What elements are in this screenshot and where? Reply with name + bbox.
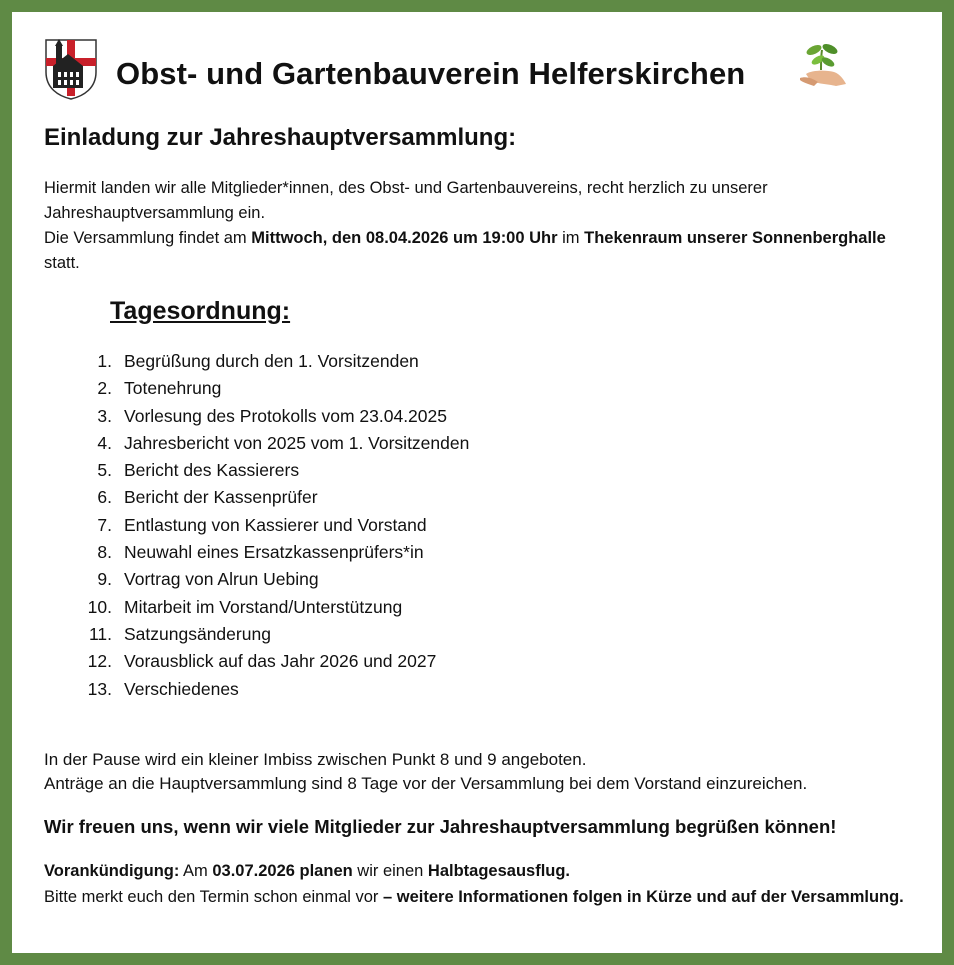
agenda-label: Vortrag von Alrun Uebing	[124, 569, 319, 590]
agenda-item	[72, 539, 469, 566]
agenda-item	[72, 621, 469, 648]
notice-line-2	[44, 884, 924, 910]
meeting-connector: im	[557, 229, 585, 247]
agenda-label: Vorausblick auf das Jahr 2026 und 2027	[124, 651, 437, 672]
intro-line-1: Hiermit landen wir alle Mitglieder*innen, des Obst- und Gartenbauvereins, recht herzlich zu unserer Jahreshauptversammlung ein.	[44, 179, 768, 222]
agenda-label: Bericht des Kassierers	[124, 460, 300, 481]
agenda-item	[72, 403, 469, 430]
invitation-page	[12, 12, 942, 953]
closing-statement: Wir freuen uns, wenn wir viele Mitglieder zur Jahreshauptversammlung begrüßen können!	[44, 816, 837, 837]
notice-text: Am	[179, 862, 213, 880]
agenda-number: 9 .	[72, 566, 112, 593]
meeting-date: Mittwoch, den 08.04.2026 um 19:00 Uhr	[251, 229, 558, 247]
agenda-item	[72, 648, 469, 675]
agenda-label: Neuwahl eines Ersatzkassenprüfers*in	[124, 542, 424, 563]
agenda-label: Entlastung von Kassierer und Vorstand	[124, 514, 427, 535]
agenda-item	[72, 375, 469, 402]
pause-text	[44, 748, 924, 796]
trip-event: Halbtagesausflug.	[427, 862, 571, 880]
agenda-item	[72, 594, 469, 621]
agenda-label: Begrüßung durch den 1. Vorsitzenden	[124, 351, 419, 371]
agenda-label: Jahresbericht von 2025 vom 1. Vorsitzenden	[124, 432, 470, 453]
notice-line-1	[44, 858, 924, 884]
agenda-label: Vorlesung des Protokolls vom 23.04.2025	[124, 405, 447, 426]
notice-reminder: Bitte merkt euch den Termin schon einmal vor	[44, 888, 384, 906]
agenda-item	[72, 676, 469, 703]
hands-with-seedling-icon	[798, 40, 848, 90]
agenda-label: Totenehrung	[124, 378, 222, 399]
agenda-label: Bericht der Kassenprüfer	[124, 487, 318, 508]
agenda-item	[72, 348, 469, 375]
invitation-heading: Einladung zur Jahreshauptversammlung:	[44, 124, 517, 151]
agenda-number: 1 .	[72, 348, 112, 375]
trip-date: 03.07.2026 planen	[212, 862, 353, 880]
agenda-number: 2 .	[72, 375, 112, 402]
notice-label: Vorankündigung:	[44, 862, 180, 880]
agenda-item	[72, 566, 469, 593]
agenda-label: Satzungsänderung	[124, 623, 271, 644]
agenda-item	[72, 484, 469, 511]
intro-text	[44, 176, 924, 276]
pause-line-1: In der Pause wird ein kleiner Imbiss zwischen Punkt 8 und 9 angeboten.	[44, 750, 587, 769]
agenda-number: 10 .	[72, 594, 112, 621]
notice-text: wir einen	[352, 862, 428, 880]
agenda-number: 8 .	[72, 539, 112, 566]
pause-line-2: Anträge an die Hauptversammlung sind 8 Tage vor der Versammlung bei dem Vorstand einzureichen.	[44, 774, 808, 793]
notice-more-info: – weitere Informationen folgen in Kürze und auf der Versammlung.	[383, 888, 904, 906]
agenda-number: 4 .	[72, 430, 112, 457]
agenda-label: Verschiedenes	[124, 678, 239, 699]
meeting-suffix: statt.	[44, 254, 80, 272]
coat-of-arms-icon	[44, 38, 98, 100]
agenda-number: 13 .	[72, 676, 112, 703]
agenda-number: 7 .	[72, 512, 112, 539]
agenda-number: 3 .	[72, 403, 112, 430]
preannouncement	[44, 858, 924, 910]
club-title: Obst- und Gartenbauverein Helferskirchen	[116, 56, 746, 91]
agenda-number: 12 .	[72, 648, 112, 675]
agenda-label: Mitarbeit im Vorstand/Unterstützung	[124, 596, 403, 617]
intro-line-2	[44, 226, 924, 276]
agenda-number: 11 .	[72, 621, 112, 648]
agenda-item	[72, 457, 469, 484]
meeting-intro: Die Versammlung findet am	[44, 229, 252, 247]
agenda-title: Tagesordnung:	[110, 297, 291, 325]
agenda-item	[72, 512, 469, 539]
agenda-item	[72, 430, 469, 457]
meeting-place: Thekenraum unserer Sonnenberghalle	[584, 229, 886, 247]
agenda-number: 6 .	[72, 484, 112, 511]
agenda-number: 5 .	[72, 457, 112, 484]
agenda-list	[72, 348, 469, 703]
